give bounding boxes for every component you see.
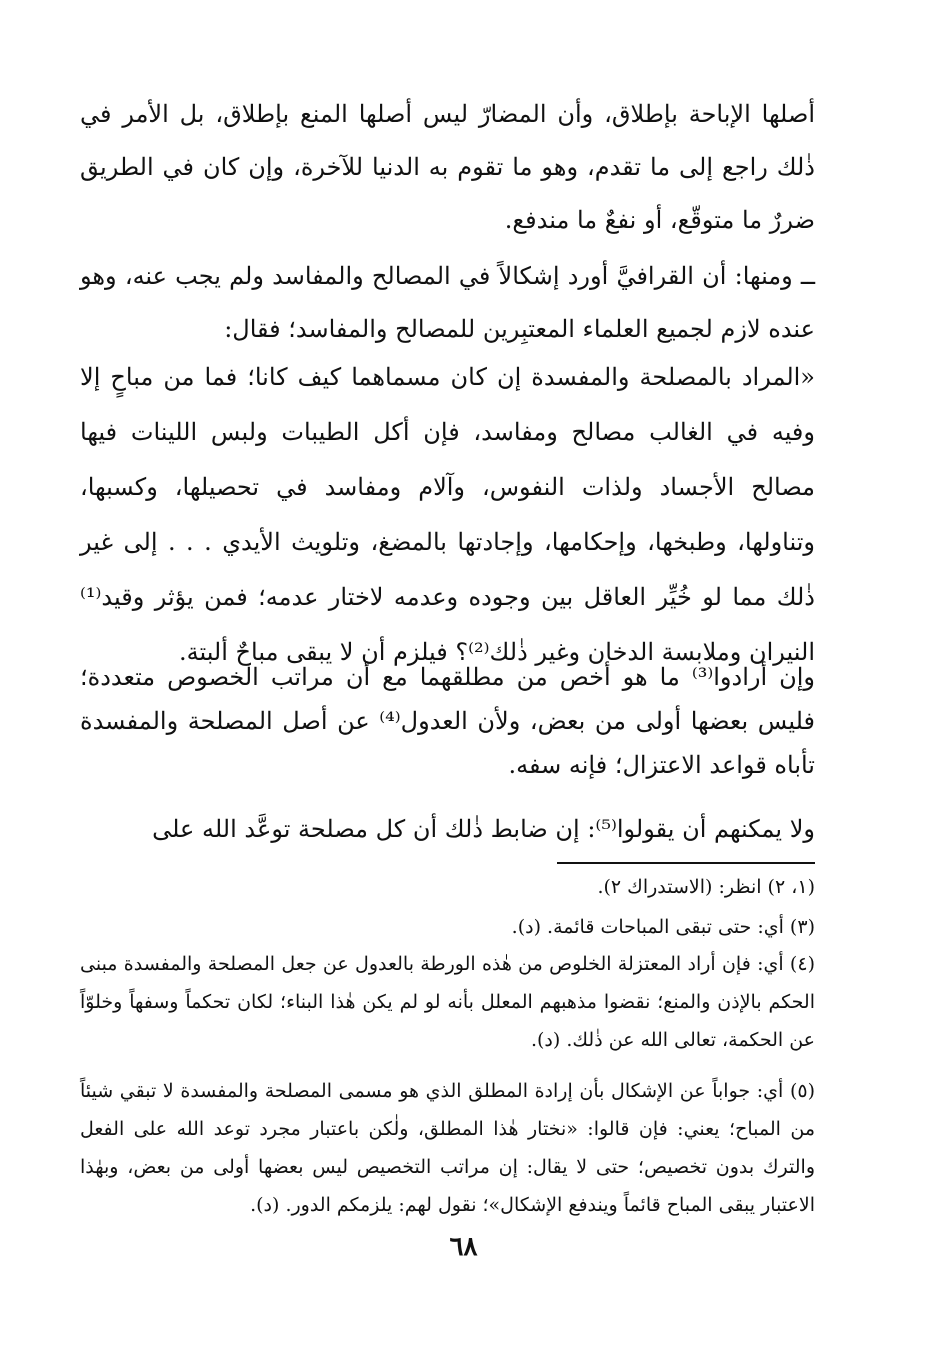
footnote-3: (٣) أي: حتى تبقى المباحات قائمة. (د). (511, 916, 815, 938)
paragraph-4: وإن أرادوا⁽³⁾ ما هو أخص من مطلقهما مع أن مراتب الخصوص متعددة؛ فليس بعضها أولى من بعض، ولأن العدول⁽⁴⁾ عن أصل المصلحة والمفسدة تأباه قواعد الاعتزال؛ فإنه سفه. (80, 663, 815, 779)
paragraph-5: ولا يمكنهم أن يقولوا⁽⁵⁾: إن ضابط ذٰلك أن كل مصلحة توعَّد الله على (152, 815, 815, 843)
footnote-4: (٤) أي: فإن أراد المعتزلة الخلوص من هٰذه الورطة بالعدول عن جعل المصلحة والمفسدة مبنى الحكم بالإذن والمنع؛ نقضوا مذهبهم المعلل بأنه لو لم يكن هٰذا البناء؛ لكان تحكماً وسفهاً وخلوّاً عن الحكمة، تعالى الله عن ذٰلك. (د). (80, 953, 815, 1051)
footnote-1-2: (١، ٢) انظر: (الاستدراك ٢). (597, 876, 815, 898)
footnote-5: (٥) أي: جواباً عن الإشكال بأن إرادة المطلق الذي هو مسمى المصلحة والمفسدة لا تبقي شيئاً من المباح؛ يعني: فإن قالوا: «نختار هٰذا المطلق، ولٰكن باعتبار مجرد توعد الله على الفعل والترك بدون تخصيص؛ حتى لا يقال: إن مراتب التخصيص ليس بعضها أولى من بعض، وبهٰذا الاعتبار يبقى المباح قائماً ويندفع الإشكال»؛ نقول لهم: يلزمكم الدور. (د). (80, 1080, 815, 1216)
paragraph-2: ــ ومنها: أن القرافيَّ أورد إشكالاً في المصالح والمفاسد ولم يجب عنه، وهو عنده لازم لجميع العلماء المعتبِرين للمصالح والمفاسد؛ فقال: (80, 262, 815, 343)
footnote-separator (557, 862, 815, 864)
paragraph-quote: «المراد بالمصلحة والمفسدة إن كان مسماهما كيف كانا؛ فما من مباحٍ إلا وفيه في الغالب مصالح ومفاسد، فإن أكل الطيبات ولبس اللينات فيها مصالح الأجساد ولذات النفوس، وآلام ومفاسد في تحصيلها، وكسبها، وتناولها، وطبخها، وإحكامها، وإجادتها بالمضغ، وتلويث الأيدي . . . إلى غير ذٰلك مما لو خُيِّر العاقل بين وجوده وعدمه لاختار عدمه؛ فمن يؤثر وقيد⁽¹⁾ النيران وملابسة الدخان وغير ذٰلك⁽²⁾؟ فيلزم أن لا يبقى مباحٌ ألبتة. (80, 363, 815, 666)
page-number: ٦٨ (449, 1232, 478, 1262)
paragraph-1: أصلها الإباحة بإطلاق، وأن المضارّ ليس أصلها المنع بإطلاق، بل الأمر في ذٰلك راجع إلى ما تقدم، وهو ما تقوم به الدنيا للآخرة، وإن كان في الطريق ضررٌ ما متوقّع، أو نفعٌ ما مندفع. (80, 100, 815, 234)
